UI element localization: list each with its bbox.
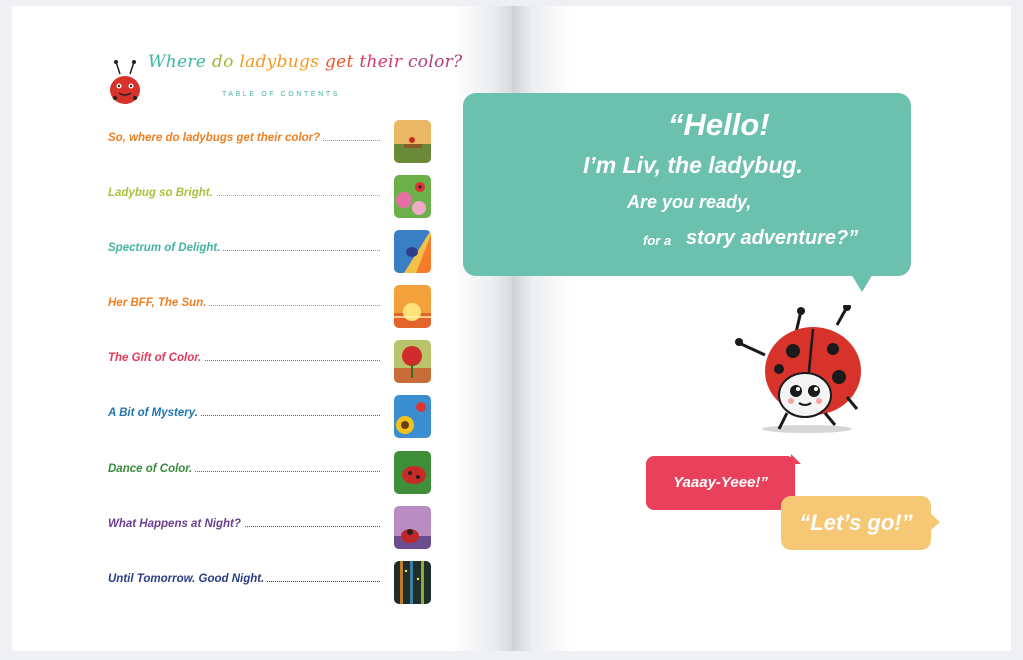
flowers-icon (394, 175, 431, 218)
title-word: Where (148, 52, 207, 72)
toc-item[interactable] (108, 230, 433, 274)
speech-bubble-tail (930, 513, 940, 531)
sunflower-icon (394, 395, 431, 438)
speech-line-ready: Are you ready, (627, 192, 752, 212)
speech-bubble-tail (851, 274, 873, 292)
toc-item-title: The Gift of Color. (108, 352, 204, 364)
title-word: color? (407, 52, 463, 72)
leaf-ladybug-icon (394, 451, 431, 494)
toc-item[interactable] (108, 285, 433, 329)
toc-item[interactable] (108, 120, 433, 164)
toc-item[interactable] (108, 175, 433, 219)
toc-item-title: A Bit of Mystery. (108, 407, 201, 419)
toc-item-title: Her BFF, The Sun. (108, 297, 209, 309)
yay-text: Yaaay-Yeee!” (673, 474, 768, 491)
speech-bubble-lets-go (781, 496, 931, 550)
speech-line-prefix: for a (643, 233, 672, 248)
toc-item[interactable] (108, 506, 433, 550)
toc-item-title: Until Tomorrow. Good Night. (108, 573, 267, 585)
speech-bubble-main (463, 93, 911, 276)
title-word: do (211, 52, 234, 72)
toc-item[interactable] (108, 451, 433, 495)
title-word: their (359, 52, 403, 72)
speech-line-intro: I’m Liv, the ladybug. (583, 152, 803, 178)
ladybug-character-icon (735, 305, 875, 435)
toc-item[interactable] (108, 395, 433, 439)
speech-bubble-tail (791, 454, 801, 464)
sunset-icon (394, 285, 431, 328)
title-word: get (324, 52, 354, 72)
toc-item[interactable] (108, 340, 433, 384)
night-forest-icon (394, 561, 431, 604)
dusk-icon (394, 506, 431, 549)
speech-line-hello: “Hello! (668, 107, 770, 142)
toc-item[interactable] (108, 561, 433, 605)
red-flower-icon (394, 340, 431, 383)
toc-item-title: Dance of Color. (108, 463, 195, 475)
speech-bubble-yay (646, 456, 795, 510)
toc-label: TABLE OF CONTENTS (222, 91, 340, 98)
toc-item-title: What Happens at Night? (108, 518, 244, 530)
lets-go-text: “Let’s go!” (799, 510, 913, 535)
book-title (148, 52, 463, 72)
toc-item-title: So, where do ladybugs get their color? (108, 132, 323, 144)
title-word: ladybugs (239, 52, 320, 72)
sunburst-icon (394, 230, 431, 273)
field-icon (394, 120, 431, 163)
toc-item-title: Ladybug so Bright. (108, 187, 216, 199)
ladybug-mascot-icon (108, 60, 142, 106)
speech-line-adventure: story adventure?” (686, 227, 859, 249)
toc-item-title: Spectrum of Delight. (108, 242, 223, 254)
